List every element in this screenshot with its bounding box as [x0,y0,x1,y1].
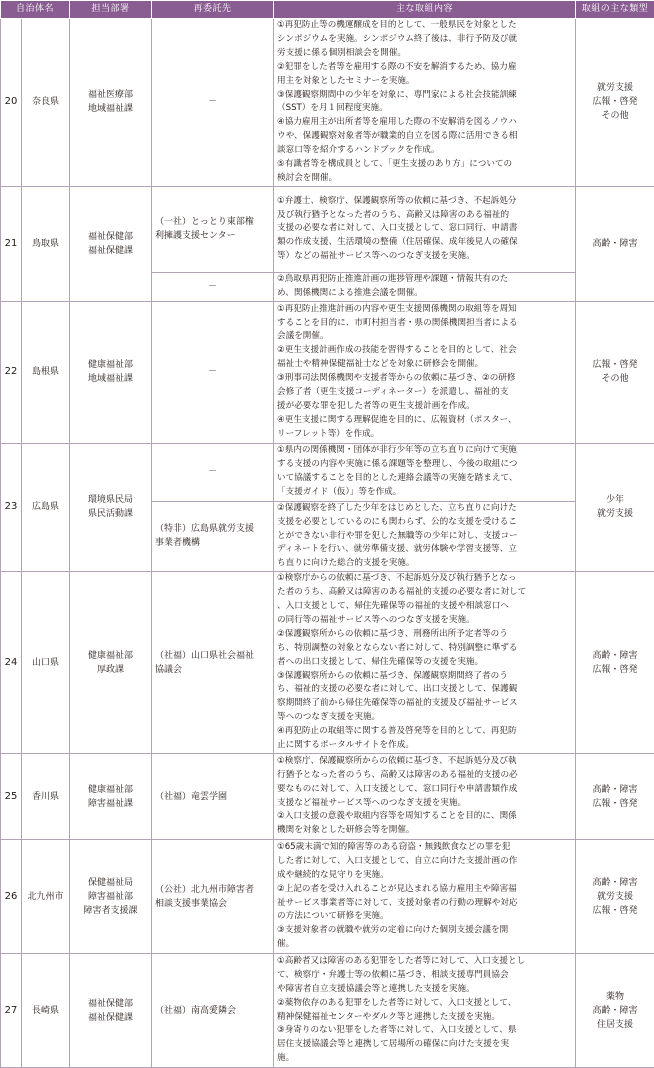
measure-type: 高齢・障害 [576,186,654,301]
department: 福祉医療部 地域福祉課 [70,19,152,187]
main-content: ①検察庁、保護観察所からの依頼に基づき、不起訴処分及び執 行猶予となった者のうち、高齢又は障害のある福祉的支援の必 要なものに対して、入口支援として、窓口同行や申請書類作成 支援など福祉サービス等へのつなぎ支援を実施。 ②入口支援の意義や取組内容等を周知することを目的に、関係 機関を対象とした研修会等を開催。 [274,754,576,840]
row-number: 27 [1,954,22,1068]
municipality-name: 長崎県 [22,954,70,1068]
table-row [1,186,654,272]
subcontractor: （公社）北九州市障害者 相談支援事業協会 [152,840,274,954]
main-content: ①弁護士、検察庁、保護観察所等の依頼に基づき、不起訴処分 及び執行猶予となった者のうち、高齢又は障害のある福祉的 支援の必要な者に対して、入口支援として、窓口同行、申請書 類の作成支援、生活環境の整備（住居確保、成年後見人の確保 等）などの福祉サービス等へのつなぎ支援を実施。 [274,186,576,272]
main-content: ②鳥取県再犯防止推進計画の進捗管理や課題・情報共有のた め、関係機関による推進会議を開催。 [274,272,576,301]
header-municipality: 自治体名 [1,1,70,19]
department: 健康福祉部 地域福祉課 [70,301,152,443]
municipality-name: 北九州市 [22,840,70,954]
table-row [1,840,654,954]
main-content: ②保護観察を終了した少年をはじめとした、立ち直りに向けた 支援を必要としているのにも関わらず、公的な支援を受けるこ とができない非行や罪を犯した無職等の少年に対し、支援コー ディネートを行い、就労準備支援、就労体験や学習支援等、立 ち直りに向けた総合的支援を実施。 [274,501,576,572]
main-content: ①再犯防止等の機運醸成を目的として、一般県民を対象とした シンポジウムを実施。シンポジウム終了後は、非行予防及び就 労支援に係る個別相談会を開催。 ②犯罪をした者等を雇用する際の不安を解消するため、協力雇 用主を対象としたセミナーを実施。 ③保護観察期間中の少年を対象に、専門家による社会技能訓練 （SST）を月１回程度実施。 ④協力雇用主が出所者等を雇用した際の不安解消を図るノウハ ウや、保護観察対象者等が職業的自立を図る際に活用できる相 談窓口等を紹介するハンドブックを作成。 ⑤有識者等を構成員として、「更生支援のあり方」についての 検討会を開催。 [274,19,576,187]
header-main-content: 主な取組内容 [274,1,576,19]
measure-type: 少年 就労支援 [576,443,654,572]
main-content: ①再犯防止推進計画の内容や更生支援関係機関の取組等を周知 することを目的に、市町村担当者・県の関係機関担当者による 会議を開催。 ②更生支援計画作成の技能を習得することを目的として、社会 福祉士や精神保健福祉士などを対象に研修会を開催。 ③刑事司法関係機関や支援者等からの依頼に基づき、②の研修 会修了者（更生支援コーディネーター）を派遣し、福祉的支 援が必要な罪を犯した者等の更生支援計画を作成。 ④更生支援に関する理解促進を目的に、広報資材（ポスター、 リーフレット等）を作成。 [274,301,576,443]
measure-type: 広報・啓発 その他 [576,301,654,443]
municipality-name: 香川県 [22,754,70,840]
department: 保健福祉局 障害福祉部 障害者支援課 [70,840,152,954]
department: 環境県民局 県民活動課 [70,443,152,572]
main-content: ①65歳未満で知的障害等のある窃盗・無銭飲食などの罪を犯 した者に対して、入口支援として、自立に向けた支援計画の作 成や継続的な見守りを実施。 ②上記の者を受け入れることが見込まれる協力雇用主や障害福 祉サービス事業者等に対して、支援対象者の行動の理解や対応 の方法について研修を実施。 ③支援対象者の就職や就労の定着に向けた個別支援会議を開 催。 [274,840,576,954]
row-number: 22 [1,301,22,443]
municipality-name: 奈良県 [22,19,70,187]
measure-type: 就労支援 広報・啓発 その他 [576,19,654,187]
subcontractor: （一社）とっとり東部権 利擁護支援センター [152,186,274,272]
municipality-name: 島根県 [22,301,70,443]
row-number: 25 [1,754,22,840]
measure-type: 高齢・障害 広報・啓発 [576,572,654,754]
subcontractor: （特非）広島県就労支援 事業者機構 [152,501,274,572]
header-department: 担当部署 [70,1,152,19]
header-type: 取組の主な類型 [576,1,654,19]
subcontractor: （社福）山口県社会福祉 協議会 [152,572,274,754]
subcontractor: － [152,19,274,187]
department: 健康福祉部 厚政課 [70,572,152,754]
department: 健康福祉部 障害福祉課 [70,754,152,840]
table-row [1,19,654,187]
municipality-name: 山口県 [22,572,70,754]
table-row [1,301,654,443]
row-number: 21 [1,186,22,301]
main-content: ①検察庁からの依頼に基づき、不起訴処分及び執行猶予となっ た者のうち、高齢又は障害のある福祉的支援の必要な者に対して 、入口支援として、帰住先確保等の福祉的支援や相談窓口へ の同行等の福祉サービス等へのつなぎ支援を実施。 ②保護観察所からの依頼に基づき、刑務所出所予定者等のう ち、特別調整の対象とならない者に対して、特別調整に準ずる 者への出口支援として、帰住先確保等の支援を実施。 ③保護観察所からの依頼に基づき、保護観察期間終了者のう ち、福祉的支援の必要な者に対して、出口支援として、保護観 察期間終了前から帰住先確保等の福祉的支援及び福祉サービス 等へのつなぎ支援を実施。 ④再犯防止の取組等に関する普及啓発等を目的として、再犯防 止に関するポータルサイトを作成。 [274,572,576,754]
measure-type: 高齢・障害 就労支援 広報・啓発 [576,840,654,954]
table-row [1,572,654,754]
table-row [1,954,654,1068]
subcontractor: （社福）南高愛隣会 [152,954,274,1068]
table-header-row [1,1,654,19]
table-row [1,443,654,501]
main-content: ①高齢者又は障害のある犯罪をした者等に対して、入口支援とし て、検察庁・弁護士等の依頼に基づき、相談支援専門員協会 や障害者自立支援協議会等と連携した支援を実施。 ②薬物依存のある犯罪をした者等に対して、入口支援として、 精神保健福祉センターやダルク等と連携した支援を実施。 ③身寄りのない犯罪をした者等に対して、入口支援として、県 居住支援協議会等と連携して居場所の確保に向けた支援を実 施。 [274,954,576,1068]
measure-type: 高齢・障害 広報・啓発 [576,754,654,840]
main-content: ①県内の関係機関・団体が非行少年等の立ち直りに向けて実施 する支援の内容や実施に係る課題等を整理し、今後の取組につ いて協議することを目的とした連絡会議等の実施を踏まえて、 「支援ガイド（仮）」等を作成。 [274,443,576,501]
municipality-name: 広島県 [22,443,70,572]
subcontractor: － [152,443,274,501]
measure-type: 薬物 高齢・障害 住居支援 [576,954,654,1068]
department: 福祉保健部 福祉保健課 [70,954,152,1068]
subcontractor: － [152,272,274,301]
table-row [1,754,654,840]
subcontractor: － [152,301,274,443]
row-number: 26 [1,840,22,954]
row-number: 23 [1,443,22,572]
municipality-name: 鳥取県 [22,186,70,301]
row-number: 24 [1,572,22,754]
department: 福祉保健部 福祉保健課 [70,186,152,301]
row-number: 20 [1,19,22,187]
subcontractor: （社福）竜雲学園 [152,754,274,840]
header-subcontractor: 再委託先 [152,1,274,19]
